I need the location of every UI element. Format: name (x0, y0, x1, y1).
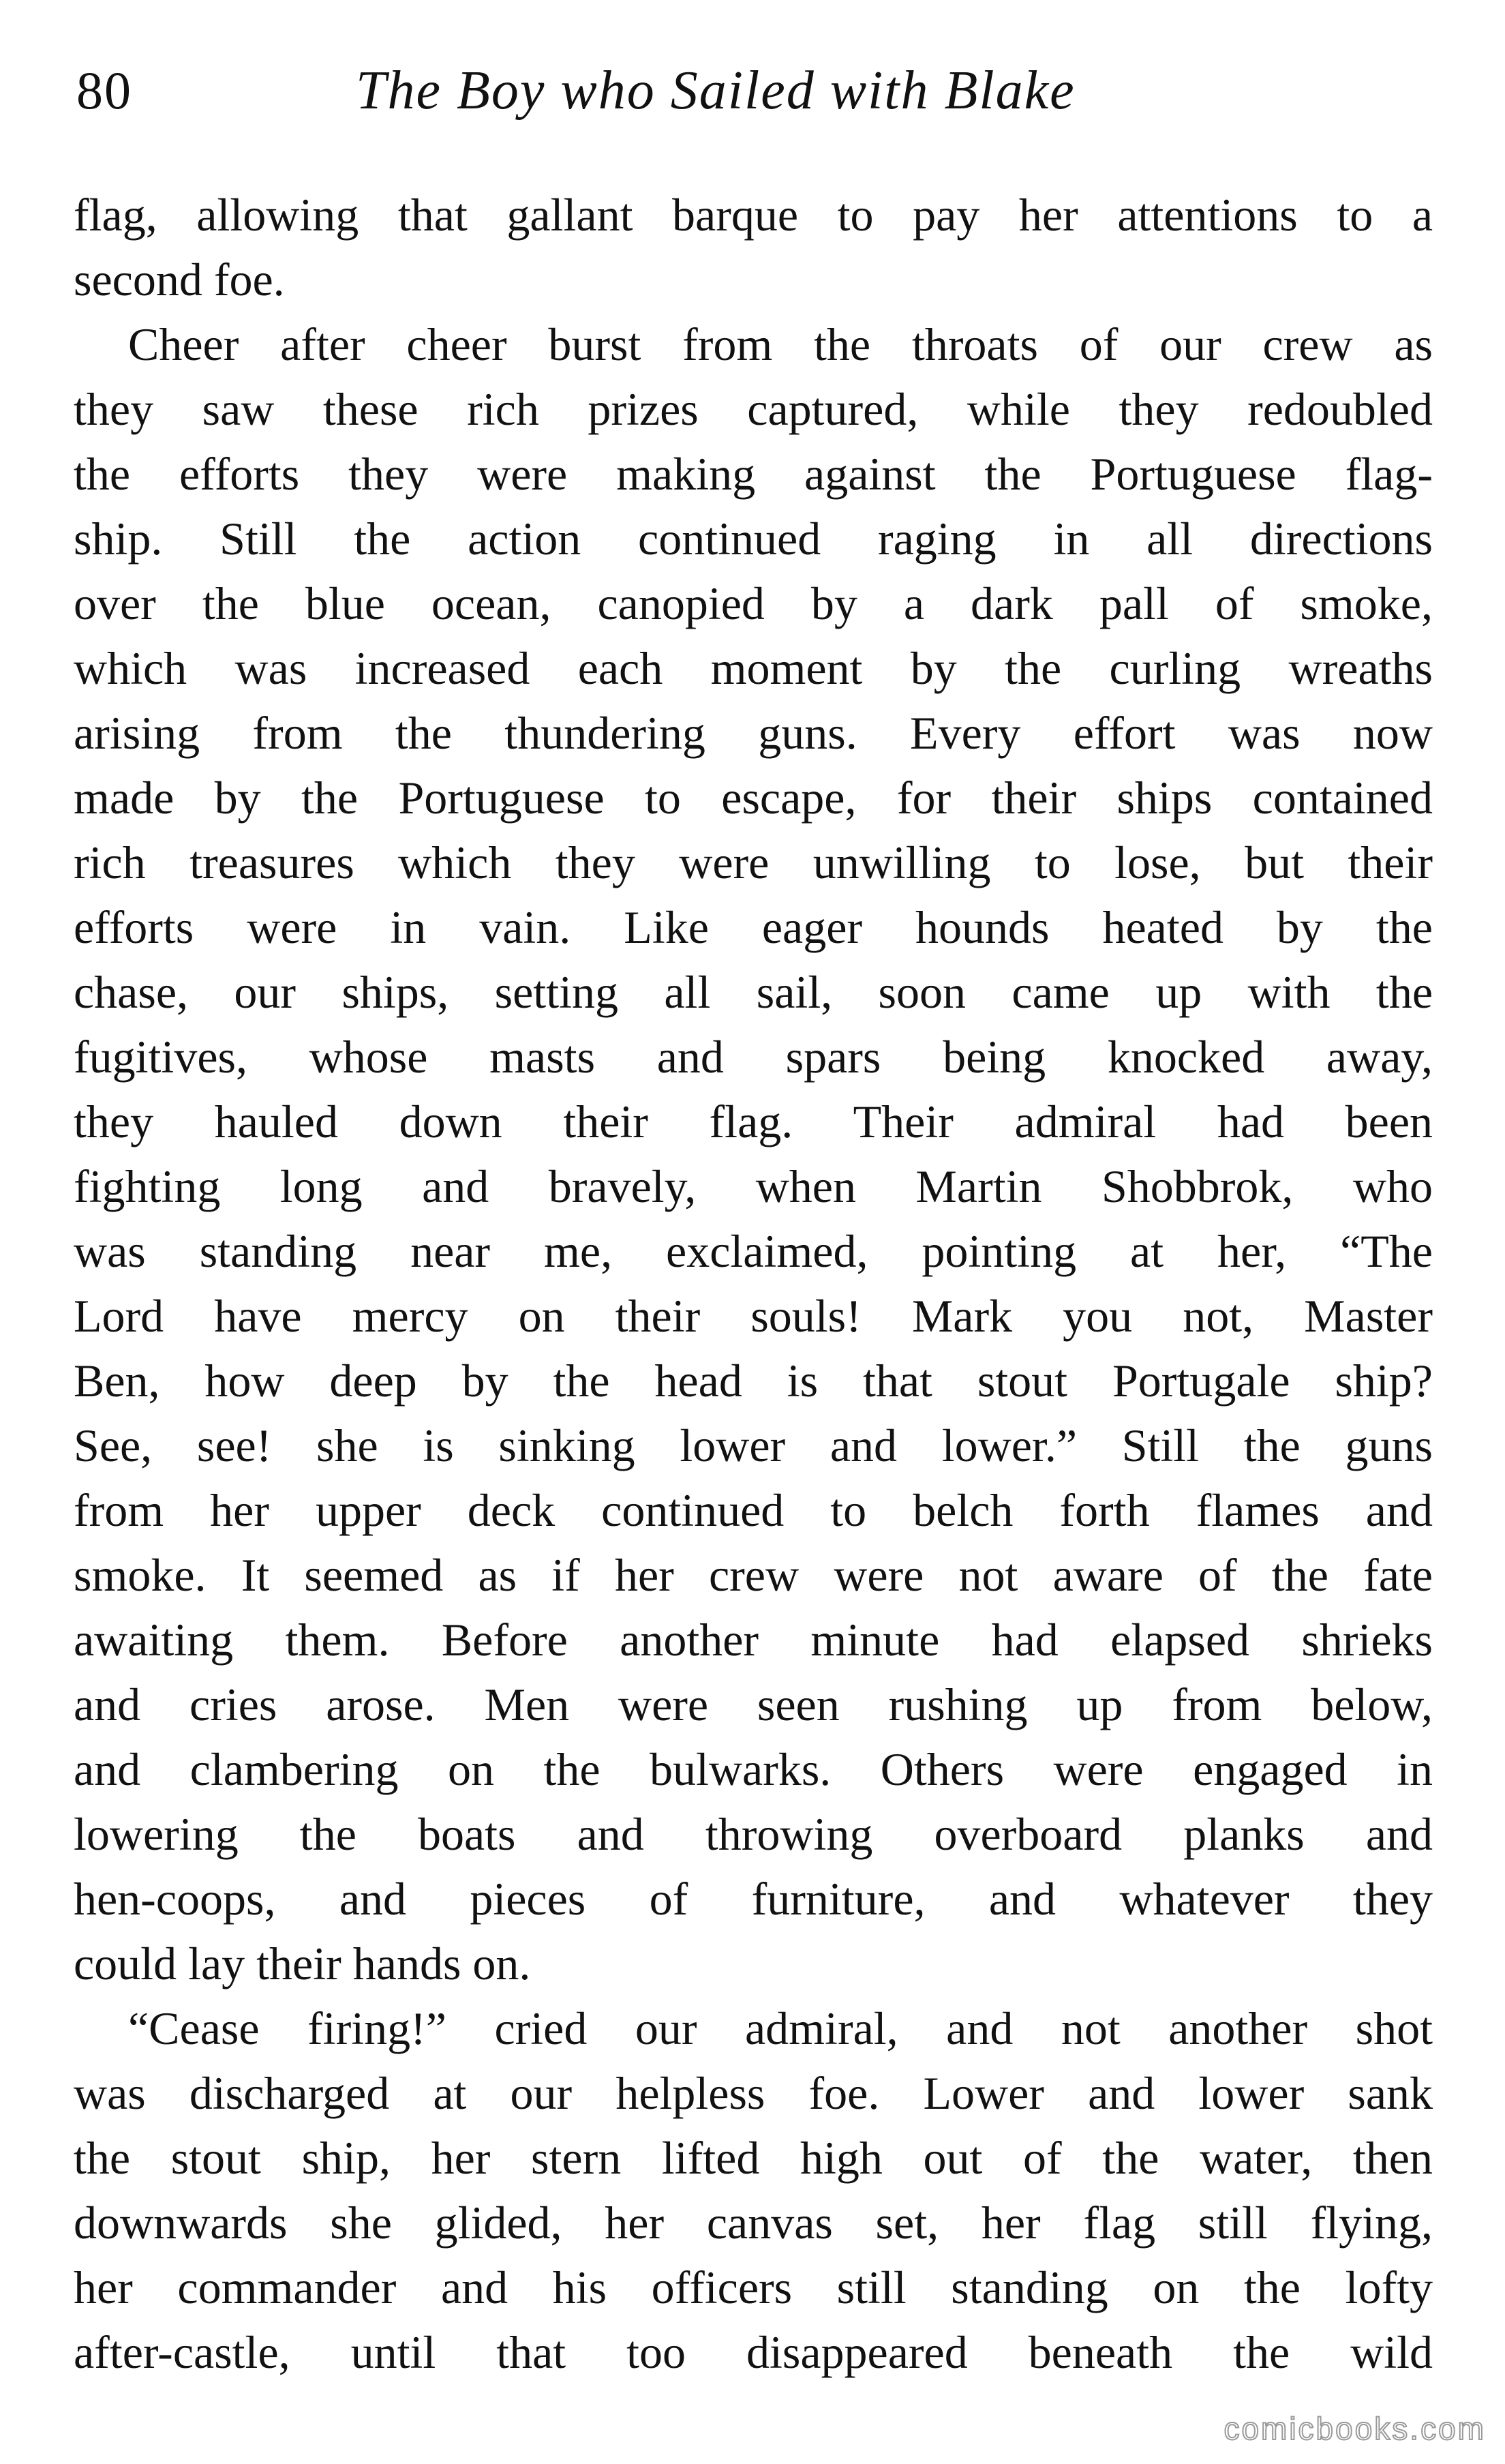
text-line: arising from the thundering guns. Every effort was now (74, 707, 1433, 759)
text-line: chase, our ships, setting all sail, soon came up with the (74, 966, 1433, 1018)
text-line: the efforts they were making against the Portuguese flag- (74, 448, 1433, 500)
text-line: second foe. (74, 254, 285, 305)
text-line: rich treasures which they were unwilling to lose, but their (74, 837, 1433, 888)
text-line: from her upper deck continued to belch forth flames and (74, 1484, 1433, 1536)
text-line: Ben, how deep by the head is that stout Portugale ship? (74, 1355, 1433, 1407)
text-line: and cries arose. Men were seen rushing up from below, (74, 1679, 1433, 1730)
text-line: the stout ship, her stern lifted high out of the water, then (74, 2132, 1433, 2184)
text-line: hen-coops, and pieces of furniture, and whatever they (74, 1873, 1433, 1925)
text-line: could lay their hands on. (74, 1938, 531, 1989)
page-number: 80 (76, 61, 132, 120)
text-line: was discharged at our helpless foe. Lower and lower sank (74, 2067, 1433, 2119)
text-line: Lord have mercy on their souls! Mark you not, Master (74, 1290, 1433, 1342)
text-line: was standing near me, exclaimed, pointing at her, “The (74, 1225, 1433, 1277)
text-line: ship. Still the action continued raging in all directions (74, 513, 1433, 565)
text-line: flag, allowing that gallant barque to pay her attentions to a (74, 189, 1433, 241)
text-line: lowering the boats and throwing overboard planks and (74, 1808, 1433, 1860)
text-line: which was increased each moment by the curling wreaths (74, 642, 1433, 694)
text-line: fighting long and bravely, when Martin Shobbrok, who (74, 1160, 1433, 1212)
text-line: Cheer after cheer burst from the throats of our crew as (128, 318, 1433, 370)
text-line: smoke. It seemed as if her crew were not aware of the fate (74, 1549, 1433, 1601)
text-line: and clambering on the bulwarks. Others were engaged in (74, 1743, 1433, 1795)
text-line: fugitives, whose masts and spars being knocked away, (74, 1031, 1433, 1083)
watermark: comicbooks.com (1223, 2411, 1486, 2446)
text-line: downwards she glided, her canvas set, her flag still flying, (74, 2197, 1433, 2249)
text-line: made by the Portuguese to escape, for their ships contained (74, 772, 1433, 824)
text-line: they hauled down their flag. Their admiral had been (74, 1096, 1433, 1147)
text-line: See, see! she is sinking lower and lower.” Still the guns (74, 1419, 1433, 1471)
running-head (76, 53, 1440, 128)
text-line: over the blue ocean, canopied by a dark pall of smoke, (74, 577, 1433, 629)
text-line: her commander and his officers still standing on the lofty (74, 2262, 1433, 2313)
text-line: they saw these rich prizes captured, while they redoubled (74, 383, 1433, 435)
book-title: The Boy who Sailed with Blake (356, 61, 1076, 121)
text-line: after-castle, until that too disappeared beneath the wild (74, 2326, 1433, 2378)
text-line: awaiting them. Before another minute had elapsed shrieks (74, 1614, 1433, 1666)
text-line: efforts were in vain. Like eager hounds heated by the (74, 901, 1433, 953)
body-text (74, 183, 1433, 2385)
text-line: “Cease firing!” cried our admiral, and not another shot (128, 2002, 1433, 2054)
